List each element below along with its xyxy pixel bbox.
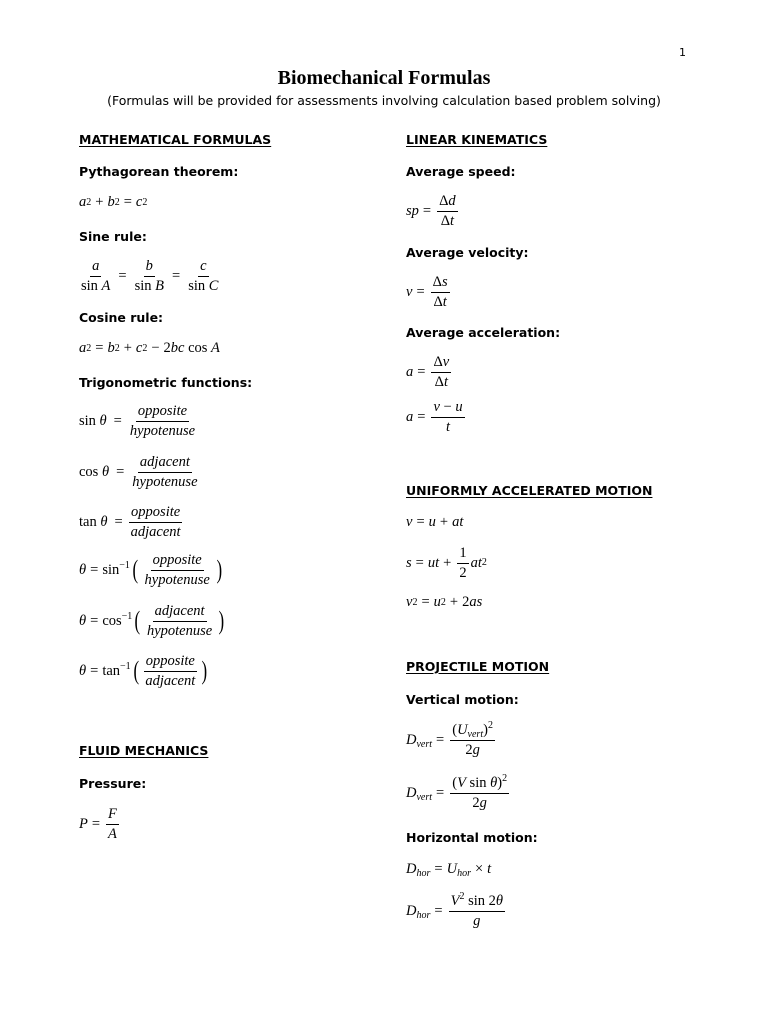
formula-horizontal-displacement-u: $D_{hor}$ = $U_{hor}$ × t (406, 861, 492, 879)
formula-cosine-rule: a 2 = b 2 + c 2 − 2bc cos A (79, 340, 220, 356)
label-vertical-motion: Vertical motion: (406, 692, 519, 707)
formula-average-velocity: v = $\frac{\Delta s}{\Delta t}$ (406, 274, 448, 310)
formula-inverse-sin: θ = $\sin^{-1}$ ( $\frac{\text{opposite}}{\text{hypotenuse}}$ ) (79, 552, 222, 588)
label-pressure: Pressure: (79, 776, 147, 791)
formula-vertical-displacement-v: $D_{vert}$ = $\frac{(V \sin \theta)^2}{2g}$ (406, 773, 508, 811)
formula-s-equals-ut: s = ut + $\frac{1}{2}$ at 2 (406, 545, 487, 581)
label-average-speed: Average speed: (406, 164, 516, 179)
page-subtitle: (Formulas will be provided for assessments involving calculation based problem solving) (107, 93, 661, 108)
formula-inverse-tan: θ = $\tan^{-1}$ ( $\frac{\text{opposite}}{\text{adjacent}}$ ) (79, 653, 208, 689)
label-horizontal-motion: Horizontal motion: (406, 830, 538, 845)
label-average-acceleration: Average acceleration: (406, 325, 561, 340)
heading-uniformly-accelerated-motion: UNIFORMLY ACCELERATED MOTION (406, 483, 653, 498)
formula-tan-theta: tan θ = $\frac{\text{opposite}}{\text{adjacent}}$ (79, 504, 181, 540)
formula-acceleration-vu: a = $\frac{v - u}{t}$ (406, 399, 463, 435)
label-pythagorean-theorem: Pythagorean theorem: (79, 164, 239, 179)
heading-mathematical-formulas: MATHEMATICAL FORMULAS (79, 132, 272, 147)
label-average-velocity: Average velocity: (406, 245, 529, 260)
formula-sin-theta: sin θ = $\frac{\text{opposite}}{\text{hypotenuse}}$ (79, 403, 196, 439)
formula-cos-theta: cos θ = $\frac{\text{adjacent}}{\text{hypotenuse}}$ (79, 454, 198, 490)
label-cosine-rule: Cosine rule: (79, 310, 164, 325)
formula-sine-rule: $\frac{a}{\text{sin A}}$ = $\frac{b}{\text{sin B}}$ = $\frac{c}{\text{sin C}}$ (81, 258, 219, 294)
formula-v-squared: v 2 = u 2 + 2as (406, 594, 483, 610)
heading-fluid-mechanics: FLUID MECHANICS (79, 743, 209, 758)
formula-horizontal-displacement-v: $D_{hor}$ = $\frac{V^2 \sin 2\theta}{g}$ (406, 891, 503, 929)
formula-pythagorean: a 2 + b 2 = c 2 (79, 194, 148, 210)
label-trigonometric-functions: Trigonometric functions: (79, 375, 253, 390)
page-number: 1 (679, 46, 686, 59)
formula-vertical-displacement-u: $D_{vert}$ = $\frac{(U_{vert})^2}{2g}$ (406, 720, 493, 758)
page-title: Biomechanical Formulas (277, 67, 491, 89)
formula-average-speed: sp = $\frac{\Delta d}{\Delta t}$ (406, 193, 456, 229)
formula-pressure: P = $\frac{F}{A}$ (79, 806, 117, 842)
formula-average-acceleration: a = $\frac{\Delta v}{\Delta t}$ (406, 354, 450, 390)
heading-linear-kinematics: LINEAR KINEMATICS (406, 132, 548, 147)
label-sine-rule: Sine rule: (79, 229, 147, 244)
formula-inverse-cos: θ = $\cos^{-1}$ ( $\frac{\text{adjacent}}{\text{hypotenuse}}$ ) (79, 603, 225, 639)
formula-v-equals-u-plus-at: v = u + at (406, 514, 464, 530)
heading-projectile-motion: PROJECTILE MOTION (406, 659, 550, 674)
